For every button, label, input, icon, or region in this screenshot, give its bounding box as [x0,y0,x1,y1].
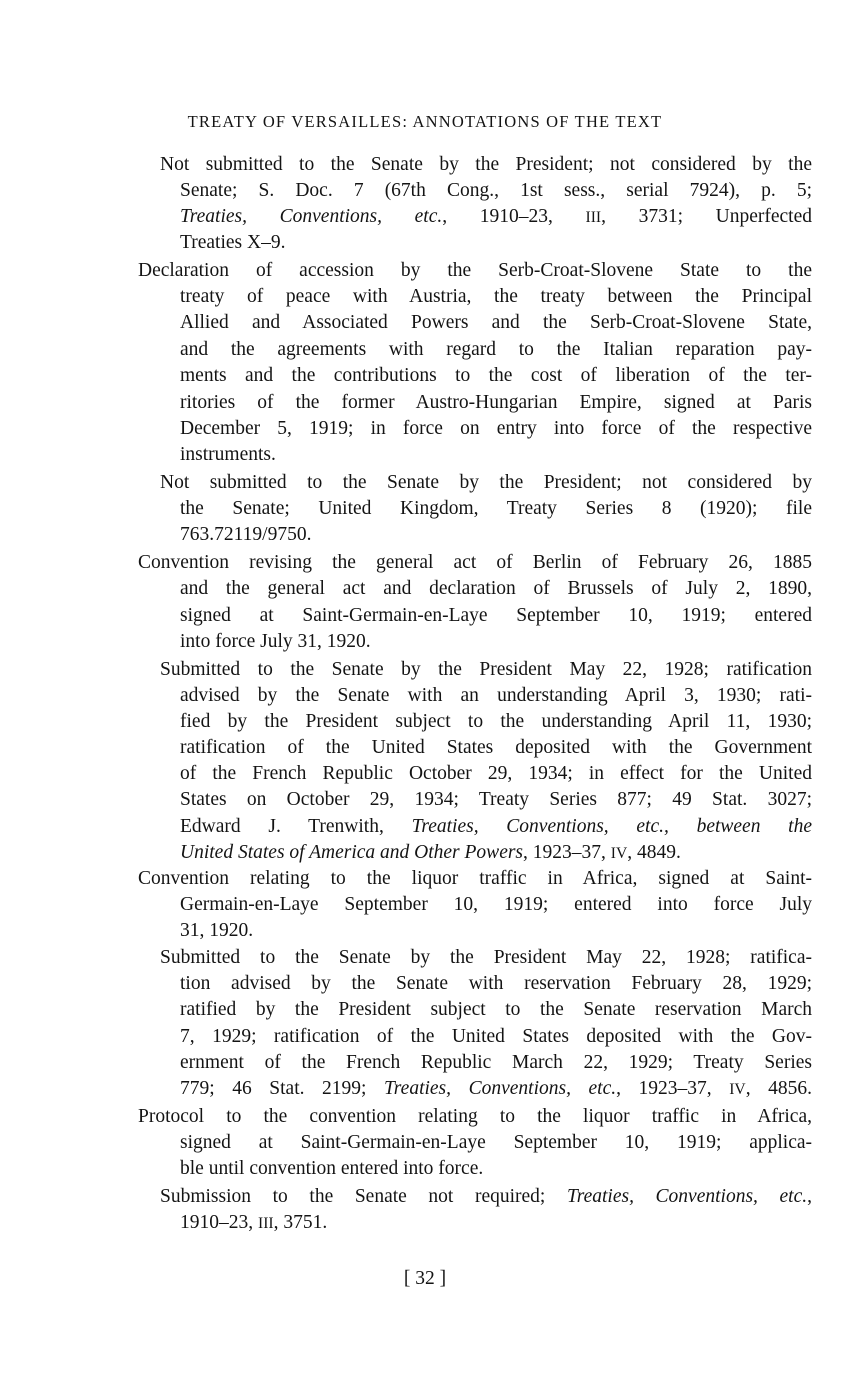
text-line: Senate; S. Doc. 7 (67th Cong., 1st sess., serial 7924), p. 5; [180,180,812,201]
text-line: Germain-en-Laye September 10, 1919; entered into force July [180,894,812,915]
text-line: Edward J. Trenwith, Treaties, Conventions, etc., between the [180,816,812,837]
text-line: Allied and Associated Powers and the Serb-Croat-Slovene State, [180,312,812,333]
text-line: and the general act and declaration of Brussels of July 2, 1890, [180,578,812,599]
text-line: ments and the contributions to the cost of liberation of the ter- [180,365,812,386]
text-line: Treaties X–9. [180,232,286,253]
text-line: Not submitted to the Senate by the President; not considered by [160,472,812,493]
text-line: signed at Saint-Germain-en-Laye September 10, 1919; entered [180,605,812,626]
text-line: Treaties, Conventions, etc., 1910–23, III, 3731; Unperfected [180,206,813,227]
text-line: Convention revising the general act of Berlin of February 26, 1885 [138,552,812,573]
text-line: 7, 1929; ratification of the United States deposited with the Gov- [180,1026,812,1047]
text-line: Submission to the Senate not required; Treaties, Conventions, etc., [160,1186,813,1207]
text-line: Submitted to the Senate by the President May 22, 1928; ratification [160,659,812,680]
text-line: and the agreements with regard to the Italian reparation pay- [180,339,812,360]
text-line: 31, 1920. [180,920,254,941]
text-line: ratification of the United States deposited with the Government [180,737,812,758]
running-head: TREATY OF VERSAILLES: ANNOTATIONS OF THE TEXT [187,112,663,131]
text-line: ritories of the former Austro-Hungarian Empire, signed at Paris [180,392,812,413]
text-line: ernment of the French Republic March 22, 1929; Treaty Series [180,1052,812,1073]
text-line: into force July 31, 1920. [180,631,371,652]
text-line: 1910–23, III, 3751. [180,1212,328,1233]
text-line: ratified by the President subject to the Senate reservation March [180,999,812,1020]
text-line: 763.72119/9750. [180,524,312,545]
text-line: Submitted to the Senate by the President May 22, 1928; ratifica- [160,947,812,968]
text-line: advised by the Senate with an understanding April 3, 1930; rati- [180,685,812,706]
text-line: fied by the President subject to the understanding April 11, 1930; [180,711,812,732]
text-line: Not submitted to the Senate by the President; not considered by the [160,154,812,175]
text-line: of the French Republic October 29, 1934; in effect for the United [180,763,812,784]
text-line: Convention relating to the liquor traffic in Africa, signed at Saint- [138,868,812,889]
text-line: signed at Saint-Germain-en-Laye September 10, 1919; applica- [180,1132,812,1153]
text-line: Declaration of accession by the Serb-Croat-Slovene State to the [138,260,812,281]
text-line: the Senate; United Kingdom, Treaty Series 8 (1920); file [180,498,812,519]
text-line: December 5, 1919; in force on entry into force of the respective [180,418,812,439]
text-line: tion advised by the Senate with reservation February 28, 1929; [180,973,812,994]
text-line: Protocol to the convention relating to the liquor traffic in Africa, [138,1106,812,1127]
page-number: [ 32 ] [403,1268,447,1289]
text-line: States on October 29, 1934; Treaty Series 877; 49 Stat. 3027; [180,789,812,810]
text-line: 779; 46 Stat. 2199; Treaties, Conventions, etc., 1923–37, IV, 4856. [180,1078,813,1099]
text-line: United States of America and Other Powers, 1923–37, IV, 4849. [180,842,681,863]
text-line: ble until convention entered into force. [180,1158,484,1179]
text-line: treaty of peace with Austria, the treaty between the Principal [180,286,812,307]
text-line: instruments. [180,444,276,465]
